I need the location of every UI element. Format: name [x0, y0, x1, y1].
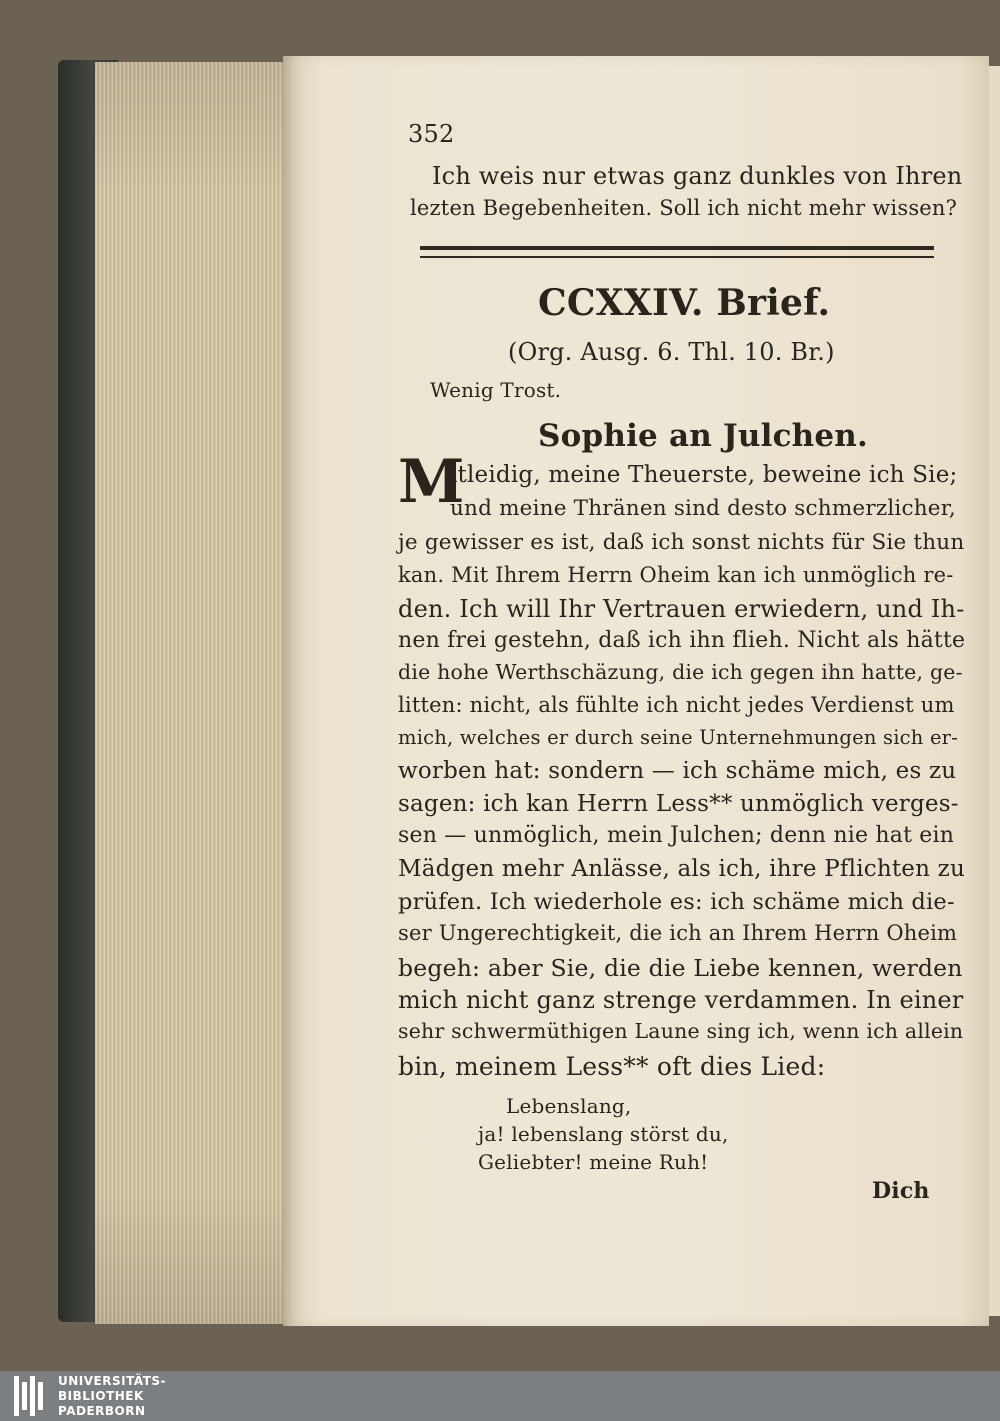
text-line: Ich weis nur etwas ganz dunkles von Ihren: [432, 162, 963, 190]
divider-rule: [420, 246, 934, 250]
page-number: 352: [408, 120, 455, 148]
letter-subheading: (Org. Ausg. 6. Thl. 10. Br.): [508, 338, 835, 366]
logo-text: UNIVERSITÄTS-: [58, 1374, 167, 1388]
text-line: Mädgen mehr Anlässe, als ich, ihre Pflichten zu: [398, 856, 965, 882]
poem-line: Geliebter! meine Ruh!: [478, 1150, 709, 1174]
text-line: den. Ich will Ihr Vertrauen erwiedern, und Ih-: [398, 595, 965, 623]
text-line: die hohe Werthschäzung, die ich gegen ihn hatte, ge-: [398, 660, 963, 684]
library-footer: [0, 1371, 1000, 1421]
text-line: begeh: aber Sie, die die Liebe kennen, werden: [398, 954, 963, 982]
text-line: bin, meinem Less** oft dies Lied:: [398, 1052, 826, 1081]
page-edges: [95, 62, 291, 1324]
text-line: litten: nicht, als fühlte ich nicht jedes Verdienst um: [398, 693, 955, 717]
drop-cap: M: [398, 447, 465, 517]
poem-line: Lebenslang,: [506, 1094, 632, 1118]
text-line: sehr schwermüthigen Laune sing ich, wenn ich allein: [398, 1019, 964, 1043]
text-line: und meine Thränen sind desto schmerzlicher,: [450, 496, 956, 521]
logo-text: PADERBORN: [58, 1404, 146, 1418]
text-line: je gewisser es ist, daß ich sonst nichts für Sie thun: [398, 530, 965, 555]
text-line: mich nicht ganz strenge verdammen. In einer: [398, 986, 964, 1014]
logo-text: BIBLIOTHEK: [58, 1389, 144, 1403]
text-line: nen frei gestehn, daß ich ihn flieh. Nicht als hätte: [398, 628, 966, 653]
text-line: worben hat: sondern — ich schäme mich, es zu: [398, 758, 957, 784]
text-line: sen — unmöglich, mein Julchen; denn nie hat ein: [398, 823, 955, 848]
text-line: sagen: ich kan Herrn Less** unmöglich verges-: [398, 791, 959, 817]
poem-line: ja! lebenslang störst du,: [478, 1122, 729, 1146]
text-line: prüfen. Ich wiederhole es: ich schäme mich die-: [398, 889, 955, 915]
text-line: itleidig, meine Theuerste, beweine ich Sie;: [450, 462, 958, 488]
divider-rule: [420, 256, 934, 258]
catchword: Dich: [872, 1178, 930, 1204]
letter-heading: CCXXIV. Brief.: [538, 282, 831, 324]
text-line: lezten Begebenheiten. Soll ich nicht mehr wissen?: [410, 196, 958, 220]
letter-address: Sophie an Julchen.: [538, 418, 869, 454]
library-logo-icon: [8, 1374, 48, 1418]
text-line: kan. Mit Ihrem Herrn Oheim kan ich unmöglich re-: [398, 563, 954, 587]
text-line: ser Ungerechtigkeit, die ich an Ihrem Herrn Oheim: [398, 921, 958, 945]
text-line: mich, welches er durch seine Unternehmungen sich er-: [398, 726, 958, 749]
letter-note: Wenig Trost.: [430, 378, 562, 402]
